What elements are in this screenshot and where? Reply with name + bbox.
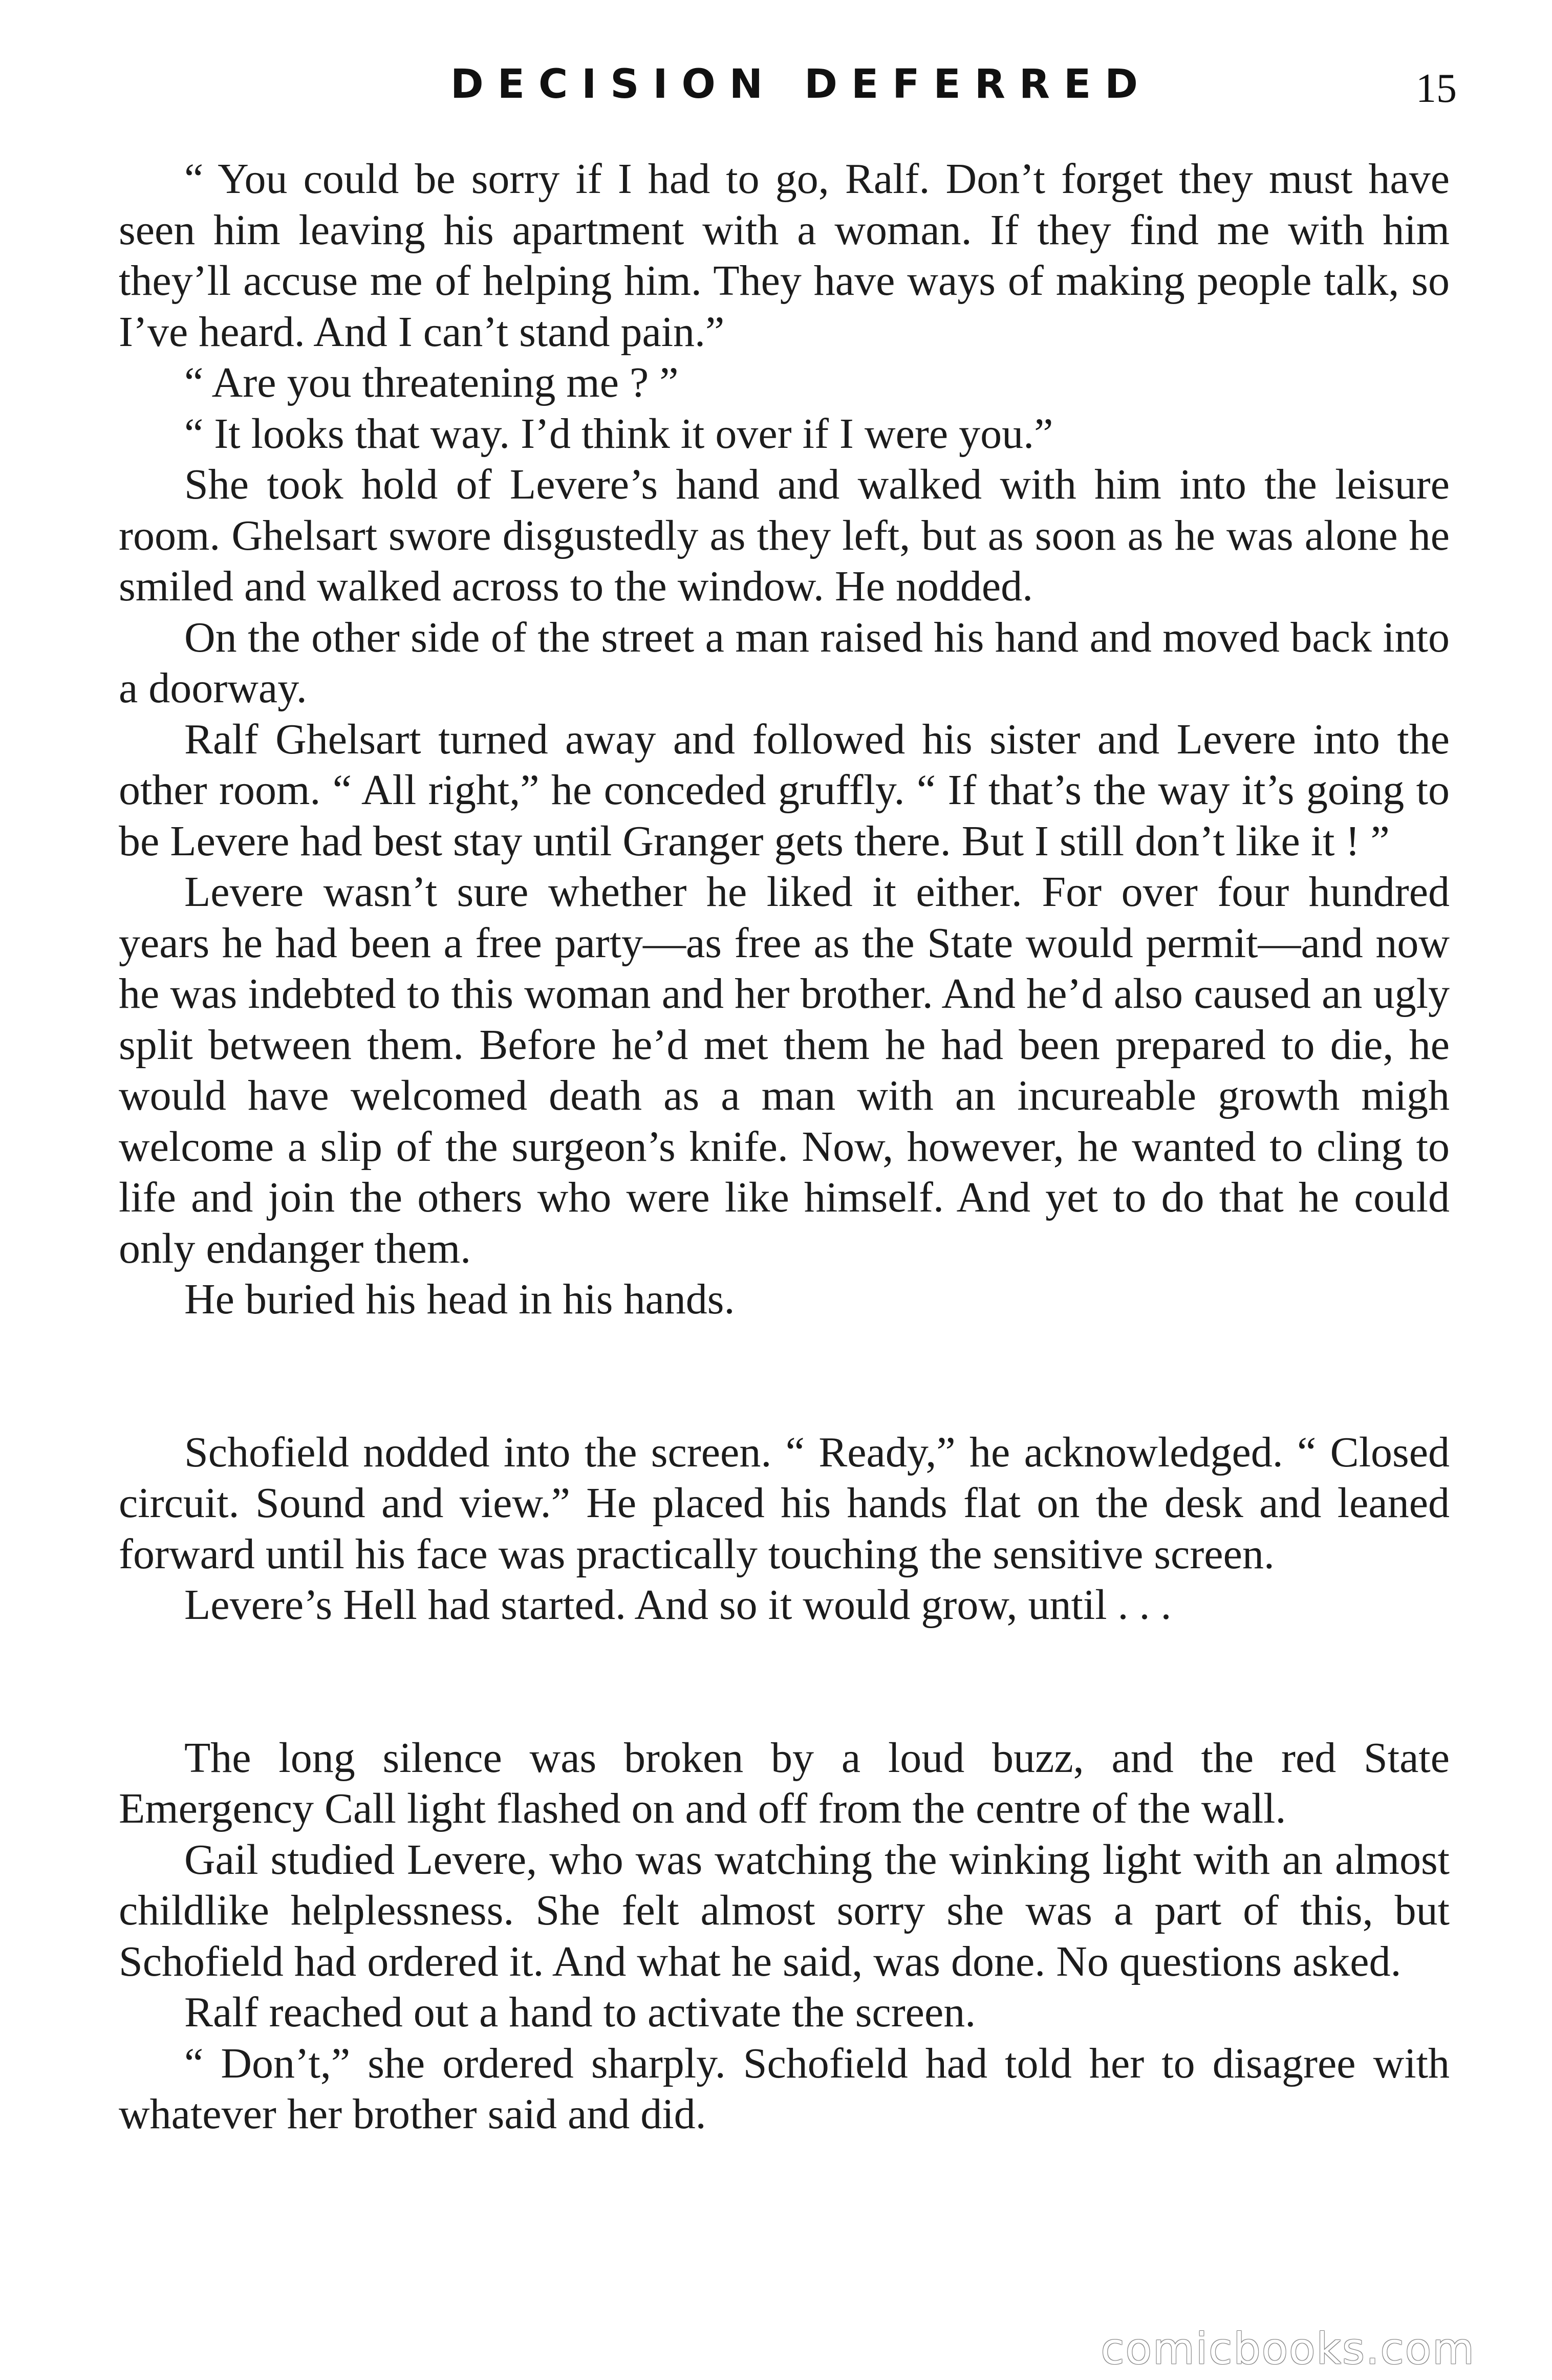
section-break — [119, 1631, 1450, 1733]
paragraph: Gail studied Levere, who was watching the winking light with an almost childlike helplessness. She felt almost sorry she was a part of this, but Schofield had ordered it. And what he said, was done. No questions asked. — [119, 1835, 1450, 1985]
running-title: DECISION DEFERRED — [450, 61, 1152, 107]
paragraph: “ Don’t,” she ordered sharply. Schofield had told her to disagree with whatever her brother said and did. — [119, 2039, 1450, 2138]
paragraph: Ralf reached out a hand to activate the screen. — [184, 1988, 976, 2036]
paragraph: Levere’s Hell had started. And so it would grow, until . . . — [184, 1581, 1172, 1629]
page-header — [0, 61, 1552, 123]
paragraph: Ralf Ghelsart turned away and followed his sister and Levere into the other room. “ All right,” he conceded gruffly. “ If that’s the way it’s going to be Levere had best stay until Granger gets there. But I still don’t like it ! ” — [119, 715, 1450, 865]
paragraph: He buried his head in his hands. — [184, 1275, 735, 1323]
body-text — [119, 154, 1450, 2140]
section-break — [119, 1325, 1450, 1427]
watermark: comicbooks.com — [1101, 2324, 1475, 2374]
paragraph: “ You could be sorry if I had to go, Ralf. Don’t forget they must have seen him leaving his apartment with a woman. If they find me with him they’ll accuse me of helping him. They have ways of making people talk, so I’ve heard. And I can’t stand pain.” — [119, 155, 1450, 356]
paragraph: Schofield nodded into the screen. “ Ready,” he acknowledged. “ Closed circuit. Sound and view.” He placed his hands flat on the desk and leaned forward until his face was practically touching the sensitive screen. — [119, 1428, 1450, 1578]
paragraph: Levere wasn’t sure whether he liked it either. For over four hundred years he had been a free party—as free as the State would permit—and now he was indebted to this woman and her brother. And he’d also caused an ugly split between them. Before he’d met them he had been prepared to die, he would have welcomed death as a man with an incureable growth migh welcome a slip of the surgeon’s knife. Now, however, he wanted to cling to life and join the others who were like himself. And yet to do that he could only endanger them. — [119, 868, 1450, 1272]
paragraph: “ Are you threatening me ? ” — [184, 359, 679, 406]
page-number: 15 — [1416, 66, 1457, 111]
paragraph: The long silence was broken by a loud buzz, and the red State Emergency Call light flashed on and off from the centre of the wall. — [119, 1734, 1450, 1832]
paragraph: “ It looks that way. I’d think it over if I were you.” — [184, 409, 1053, 458]
paragraph: On the other side of the street a man raised his hand and moved back into a doorway. — [119, 613, 1450, 712]
paragraph: She took hold of Levere’s hand and walked with him into the leisure room. Ghelsart swore disgustedly as they left, but as soon as he was alone he smiled and walked across to the window. He nodded. — [119, 461, 1450, 610]
